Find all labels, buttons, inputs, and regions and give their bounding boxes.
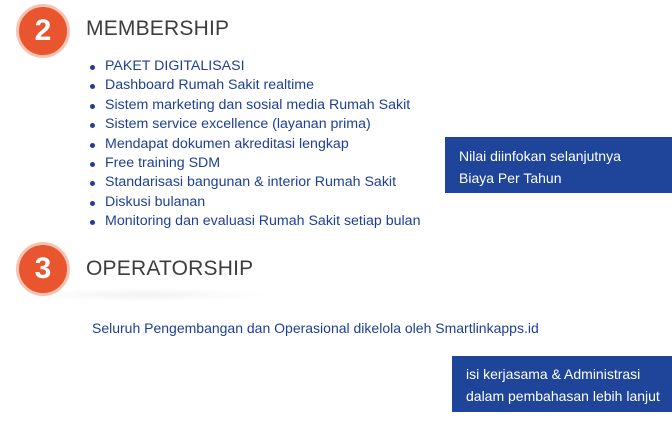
list-item: Free training SDM xyxy=(88,154,420,173)
membership-title: MEMBERSHIP xyxy=(86,17,230,40)
list-item: Dashboard Rumah Sakit realtime xyxy=(88,76,420,95)
membership-info-line1: Nilai diinfokan selanjutnya xyxy=(459,148,621,164)
list-item: Diskusi bulanan xyxy=(88,193,420,212)
list-item: Sistem service excellence (layanan prima) xyxy=(88,115,420,134)
list-item: Sistem marketing dan sosial media Rumah Sakit xyxy=(88,96,420,115)
decorative-shadow xyxy=(20,288,270,302)
operatorship-info-line2: dalam pembahasan lebih lanjut xyxy=(466,388,660,404)
list-item: Standarisasi bangunan & interior Rumah Sakit xyxy=(88,173,420,192)
operatorship-info-box xyxy=(452,356,672,412)
membership-features-list xyxy=(88,57,420,232)
membership-info-line2: Biaya Per Tahun xyxy=(459,170,562,186)
section-number-badge-operatorship: 3 xyxy=(16,242,70,296)
operatorship-description: Seluruh Pengembangan dan Operasional dikelola oleh Smartlinkapps.id xyxy=(92,320,539,336)
list-item: Mendapat dokumen akreditasi lengkap xyxy=(88,135,420,154)
operatorship-info-line1: isi kerjasama & Administrasi xyxy=(466,366,641,382)
operatorship-title: OPERATORSHIP xyxy=(86,257,254,280)
list-item: PAKET DIGITALISASI xyxy=(88,57,420,76)
section-number-badge-membership: 2 xyxy=(16,4,70,58)
list-item: Monitoring dan evaluasi Rumah Sakit setiap bulan xyxy=(88,212,420,231)
membership-price-info-box xyxy=(445,137,672,193)
